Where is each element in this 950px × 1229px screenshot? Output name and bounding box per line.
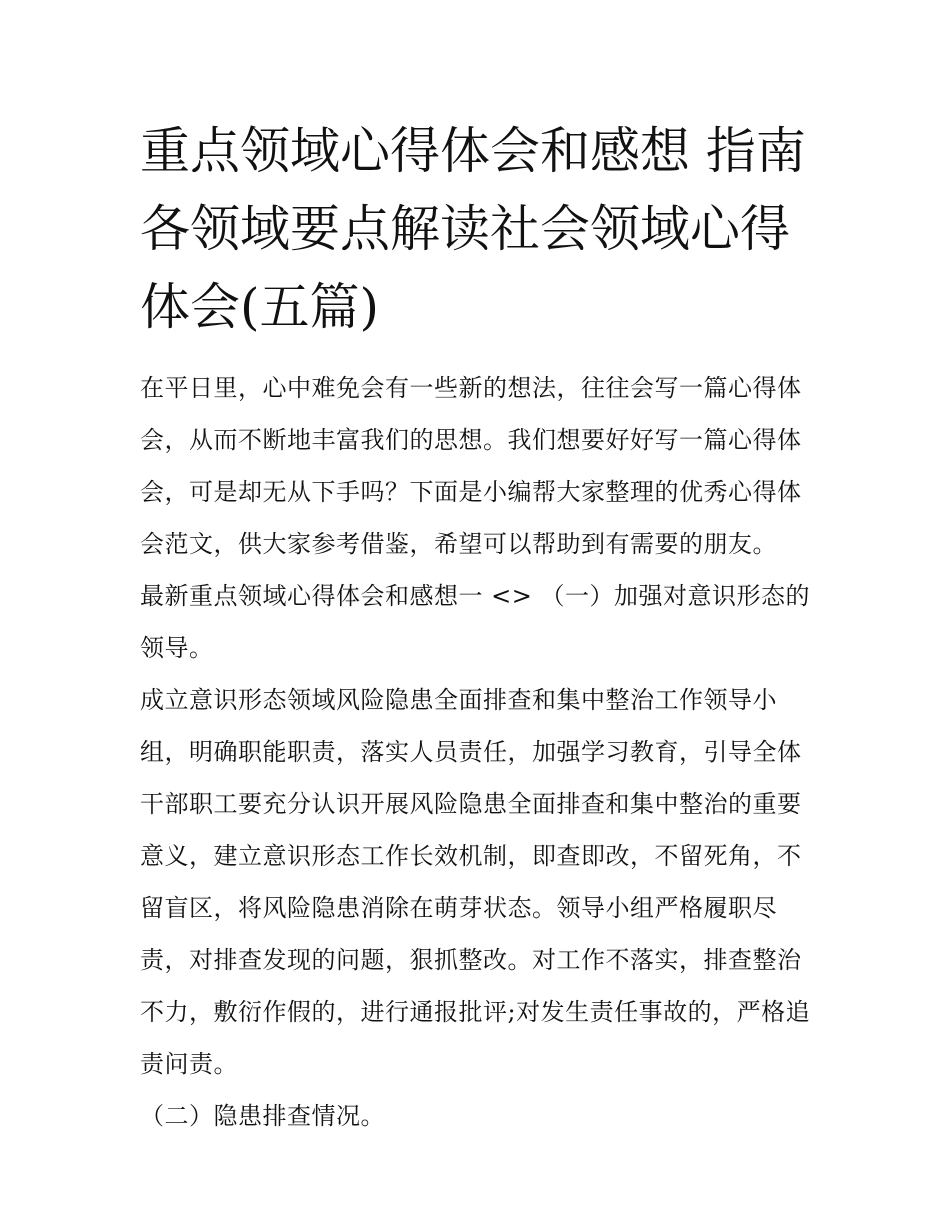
- section-heading-paragraph: 最新重点领域心得体会和感想一 <> （一）加强对意识形态的领导。: [140, 582, 810, 662]
- body-paragraph: 成立意识形态领域风险隐患全面排查和集中整治工作领导小组，明确职能职责，落实人员责任，加强学习教育，引导全体干部职工要充分认识开展风险隐患全面排查和集中整治的重要意义，建立意识形态工作长效机制，即查即改，不留死角，不留盲区，将风险隐患消除在萌芽状态。领导小组严格履职尽责，对排查发现的问题，狠抓整改。对工作不落实，排查整治不力，敷衍作假的，进行通报批评;对发生责任事故的，严格追责问责。: [140, 686, 811, 1078]
- document-title: 重点领域心得体会和感想 指南各领域要点解读社会领域心得体会(五篇): [140, 122, 806, 336]
- document-body: [140, 112, 820, 1142]
- subsection-heading: （二）隐患排查情况。: [140, 1102, 385, 1130]
- intro-paragraph: 在平日里，心中难免会有一些新的想法，往往会写一篇心得体会，从而不断地丰富我们的思想。我们想要好好写一篇心得体会，可是却无从下手吗？下面是小编帮大家整理的优秀心得体会范文，供大家参考借鉴，希望可以帮助到有需要的朋友。: [140, 374, 802, 558]
